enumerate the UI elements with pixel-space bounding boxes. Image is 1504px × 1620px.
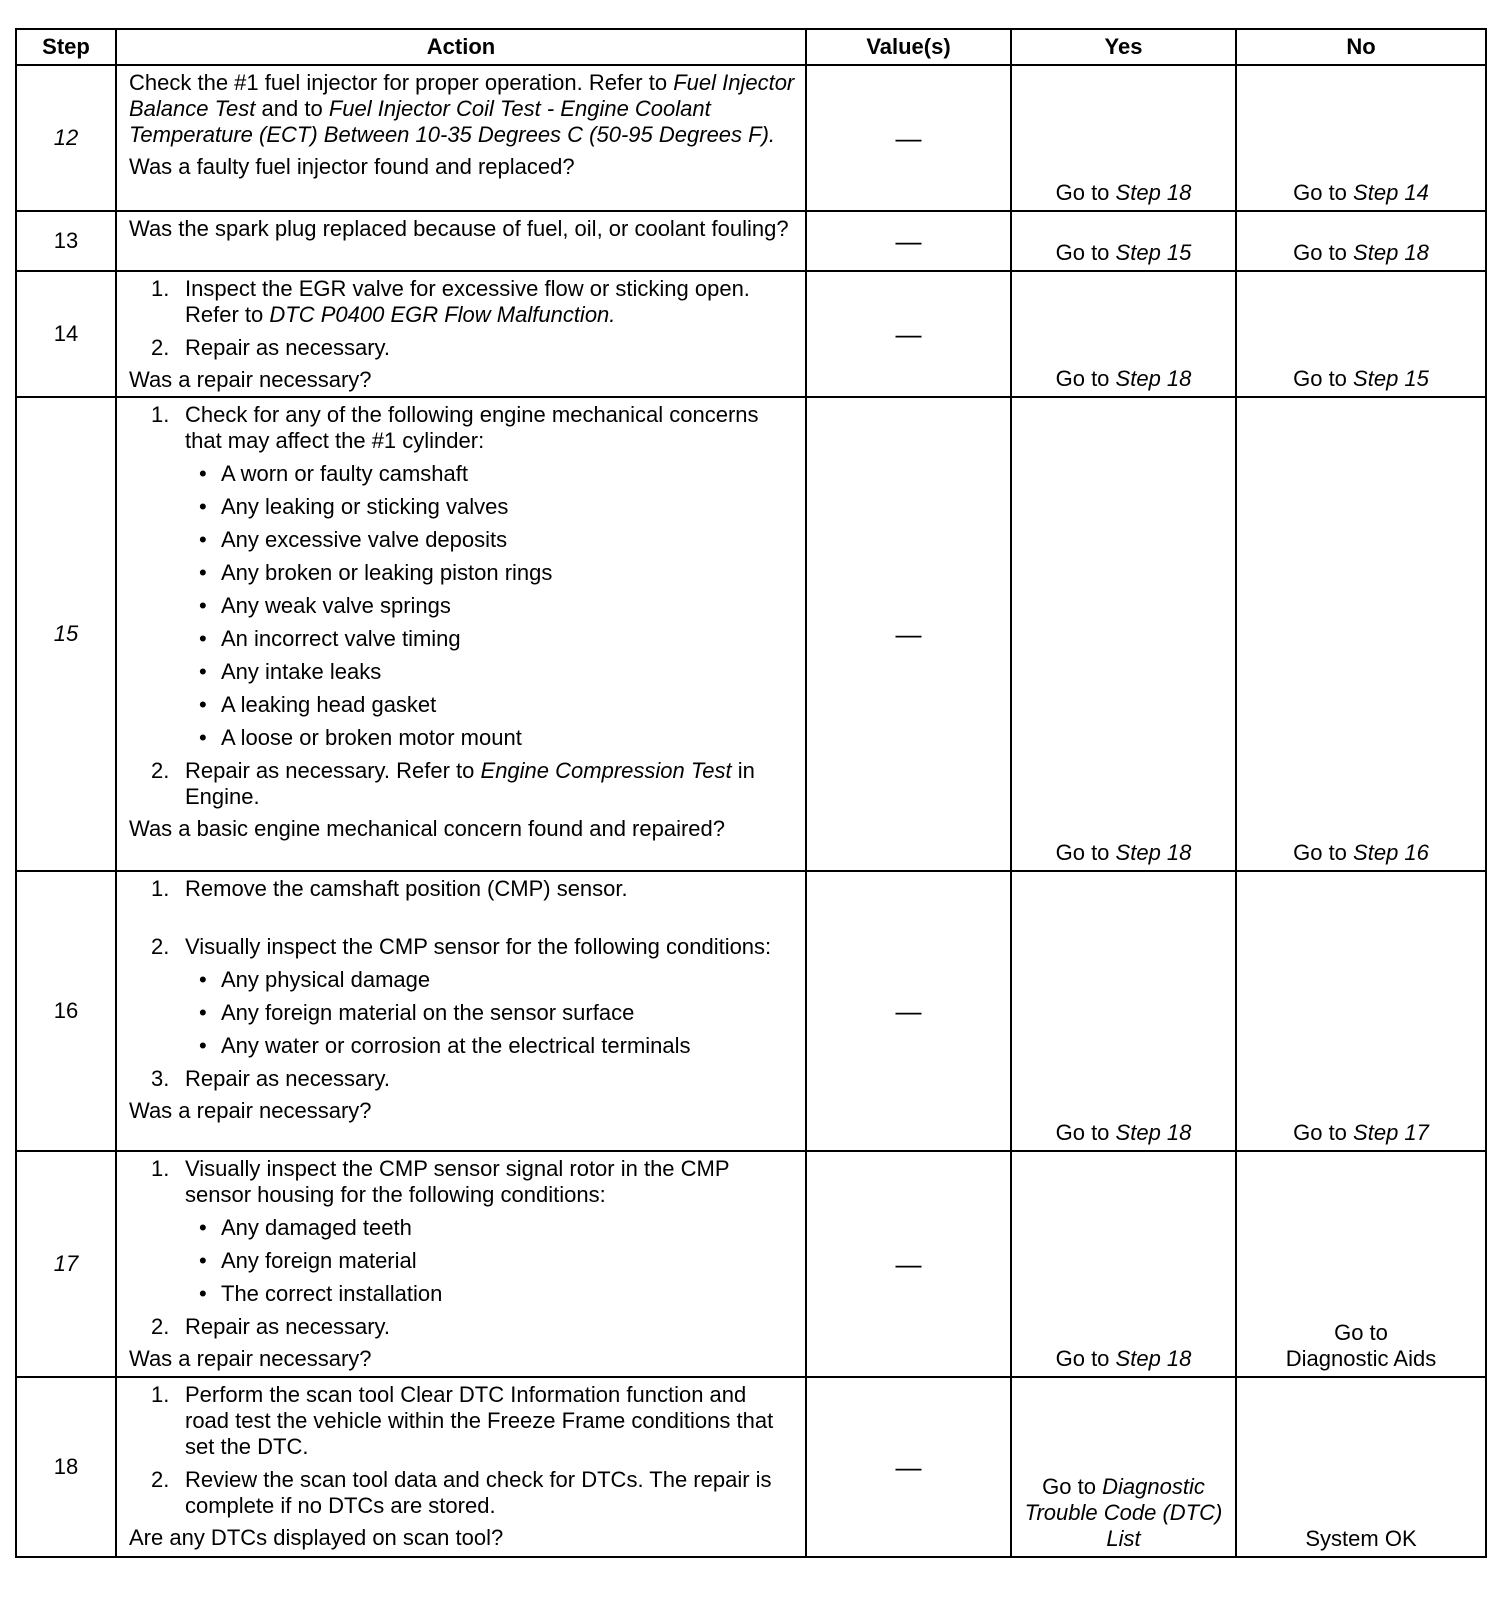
- numbered-item: 1. Visually inspect the CMP sensor signal rotor in the CMP sensor housing for the following conditions:: [151, 1156, 730, 1207]
- table-row-step-12: [16, 65, 1486, 211]
- yes-cell: Go to Step 18: [1011, 271, 1236, 397]
- no-cell: System OK: [1236, 1377, 1486, 1557]
- dtc-list-link[interactable]: Diagnostic Trouble Code (DTC) List: [1024, 1474, 1223, 1551]
- bullet-item: • A loose or broken motor mount: [199, 725, 522, 750]
- bullet-item: • A leaking head gasket: [199, 692, 437, 717]
- step-number: 17: [16, 1151, 116, 1377]
- bullet-item: • A worn or faulty camshaft: [199, 461, 468, 486]
- no-cell: Go to Step 16: [1236, 397, 1486, 871]
- numbered-item: 1. Remove the camshaft position (CMP) sensor.: [151, 876, 628, 901]
- diagnostic-table: [15, 28, 1487, 1558]
- action-cell: [116, 65, 806, 211]
- yes-cell: Go to Step 18: [1011, 65, 1236, 211]
- numbered-item: 1. Check for any of the following engine mechanical concerns that may affect the #1 cylinder:: [151, 402, 759, 453]
- bullet-item: • Any broken or leaking piston rings: [199, 560, 553, 585]
- yes-cell: Go to Step 18: [1011, 397, 1236, 871]
- bullet-item: • Any leaking or sticking valves: [199, 494, 509, 519]
- header-action: Action: [116, 29, 806, 65]
- question-text: Was the spark plug replaced because of fuel, oil, or coolant fouling?: [129, 216, 789, 241]
- step-number: 14: [16, 271, 116, 397]
- header-step: Step: [16, 29, 116, 65]
- no-cell: Go to Step 14: [1236, 65, 1486, 211]
- step-link[interactable]: Step 18: [1115, 1346, 1192, 1371]
- value-cell: —: [806, 1151, 1011, 1377]
- step-link[interactable]: Step 18: [1353, 240, 1429, 265]
- table-row-step-16: [16, 871, 1486, 1151]
- value-cell: —: [806, 1377, 1011, 1557]
- action-cell: [116, 1151, 806, 1377]
- numbered-item: 2. Repair as necessary. Refer to Engine Compression Test in Engine.: [151, 758, 755, 809]
- step-link[interactable]: Step 15: [1353, 366, 1429, 391]
- no-cell: Go to Diagnostic Aids: [1236, 1151, 1486, 1377]
- bullet-item: • An incorrect valve timing: [199, 626, 461, 651]
- step-link[interactable]: Step 18: [1115, 180, 1192, 205]
- bullet-item: • Any physical damage: [199, 967, 431, 992]
- step-link[interactable]: Step 18: [1115, 366, 1192, 391]
- table-row-step-13: [16, 211, 1486, 271]
- action-cell: [116, 871, 806, 1151]
- value-cell: —: [806, 65, 1011, 211]
- bullet-item: • Any foreign material: [199, 1248, 417, 1273]
- step-link[interactable]: Step 17: [1353, 1120, 1429, 1145]
- table-row-step-18: [16, 1377, 1486, 1557]
- bullet-item: • Any weak valve springs: [199, 593, 451, 618]
- reference-link[interactable]: DTC P0400 EGR Flow Malfunction.: [269, 302, 616, 327]
- header-row: [16, 29, 1486, 65]
- numbered-item: 2. Review the scan tool data and check for DTCs. The repair is complete if no DTCs are stored.: [151, 1467, 772, 1518]
- step-link[interactable]: Step 15: [1115, 240, 1192, 265]
- question-text: Was a repair necessary?: [129, 1098, 372, 1123]
- no-cell: Go to Step 15: [1236, 271, 1486, 397]
- reference-link[interactable]: Engine Compression Test: [480, 758, 732, 783]
- step-link[interactable]: Step 16: [1353, 840, 1429, 865]
- bullet-item: • Any excessive valve deposits: [199, 527, 508, 552]
- step-link[interactable]: Step 18: [1115, 840, 1192, 865]
- step-number: 18: [16, 1377, 116, 1557]
- bullet-item: • The correct installation: [199, 1281, 443, 1306]
- table-row-step-14: [16, 271, 1486, 397]
- value-cell: —: [806, 397, 1011, 871]
- value-cell: —: [806, 211, 1011, 271]
- action-text: Check the #1 fuel injector for proper operation. Refer to Fuel Injector Balance Test and to Fuel Injector Coil Test - Engine Coolant Temperature (ECT) Between 10-35 Degrees C (50-95 Degrees F).: [129, 70, 795, 147]
- diagnostic-aids-link[interactable]: Diagnostic Aids: [1285, 1346, 1437, 1371]
- numbered-item: 2. Visually inspect the CMP sensor for the following conditions:: [151, 934, 772, 959]
- question-text: Was a basic engine mechanical concern found and repaired?: [129, 816, 725, 841]
- numbered-item: 1. Perform the scan tool Clear DTC Information function and road test the vehicle within the Freeze Frame conditions that set the DTC.: [151, 1382, 774, 1459]
- yes-cell: Go to Step 15: [1011, 211, 1236, 271]
- bullet-item: • Any intake leaks: [199, 659, 382, 684]
- table-row-step-17: [16, 1151, 1486, 1377]
- reference-link[interactable]: Fuel Injector Balance Test: [129, 70, 795, 121]
- action-cell: [116, 271, 806, 397]
- step-number: 16: [16, 871, 116, 1151]
- step-number: 15: [16, 397, 116, 871]
- question-text: Was a repair necessary?: [129, 367, 372, 392]
- header-values: Value(s): [806, 29, 1011, 65]
- action-cell: [116, 211, 806, 271]
- value-cell: —: [806, 271, 1011, 397]
- header-yes: Yes: [1011, 29, 1236, 65]
- no-cell: Go to Step 18: [1236, 211, 1486, 271]
- action-cell: [116, 397, 806, 871]
- step-number: 12: [16, 65, 116, 211]
- no-cell: Go to Step 17: [1236, 871, 1486, 1151]
- bullet-item: • Any water or corrosion at the electrical terminals: [199, 1033, 691, 1058]
- step-link[interactable]: Step 18: [1115, 1120, 1192, 1145]
- action-cell: [116, 1377, 806, 1557]
- question-text: Are any DTCs displayed on scan tool?: [129, 1525, 504, 1550]
- numbered-item: 2. Repair as necessary.: [151, 1314, 391, 1339]
- bullet-item: • Any damaged teeth: [199, 1215, 412, 1240]
- bullet-item: • Any foreign material on the sensor surface: [199, 1000, 635, 1025]
- reference-link[interactable]: Fuel Injector Coil Test - Engine Coolant Temperature (ECT) Between 10-35 Degrees C (50-95 Degrees F).: [129, 96, 776, 147]
- question-text: Was a faulty fuel injector found and replaced?: [129, 154, 575, 179]
- question-text: Was a repair necessary?: [129, 1346, 372, 1371]
- numbered-item: 1. Inspect the EGR valve for excessive flow or sticking open. Refer to DTC P0400 EGR Flow Malfunction.: [151, 276, 750, 327]
- yes-cell: Go to Step 18: [1011, 1151, 1236, 1377]
- step-number: 13: [16, 211, 116, 271]
- value-cell: —: [806, 871, 1011, 1151]
- yes-cell: Go to Diagnostic Trouble Code (DTC) List: [1011, 1377, 1236, 1557]
- numbered-item: 2. Repair as necessary.: [151, 335, 391, 360]
- numbered-item: 3. Repair as necessary.: [151, 1066, 391, 1091]
- table-row-step-15: [16, 397, 1486, 871]
- header-no: No: [1236, 29, 1486, 65]
- step-link[interactable]: Step 14: [1353, 180, 1429, 205]
- yes-cell: Go to Step 18: [1011, 871, 1236, 1151]
